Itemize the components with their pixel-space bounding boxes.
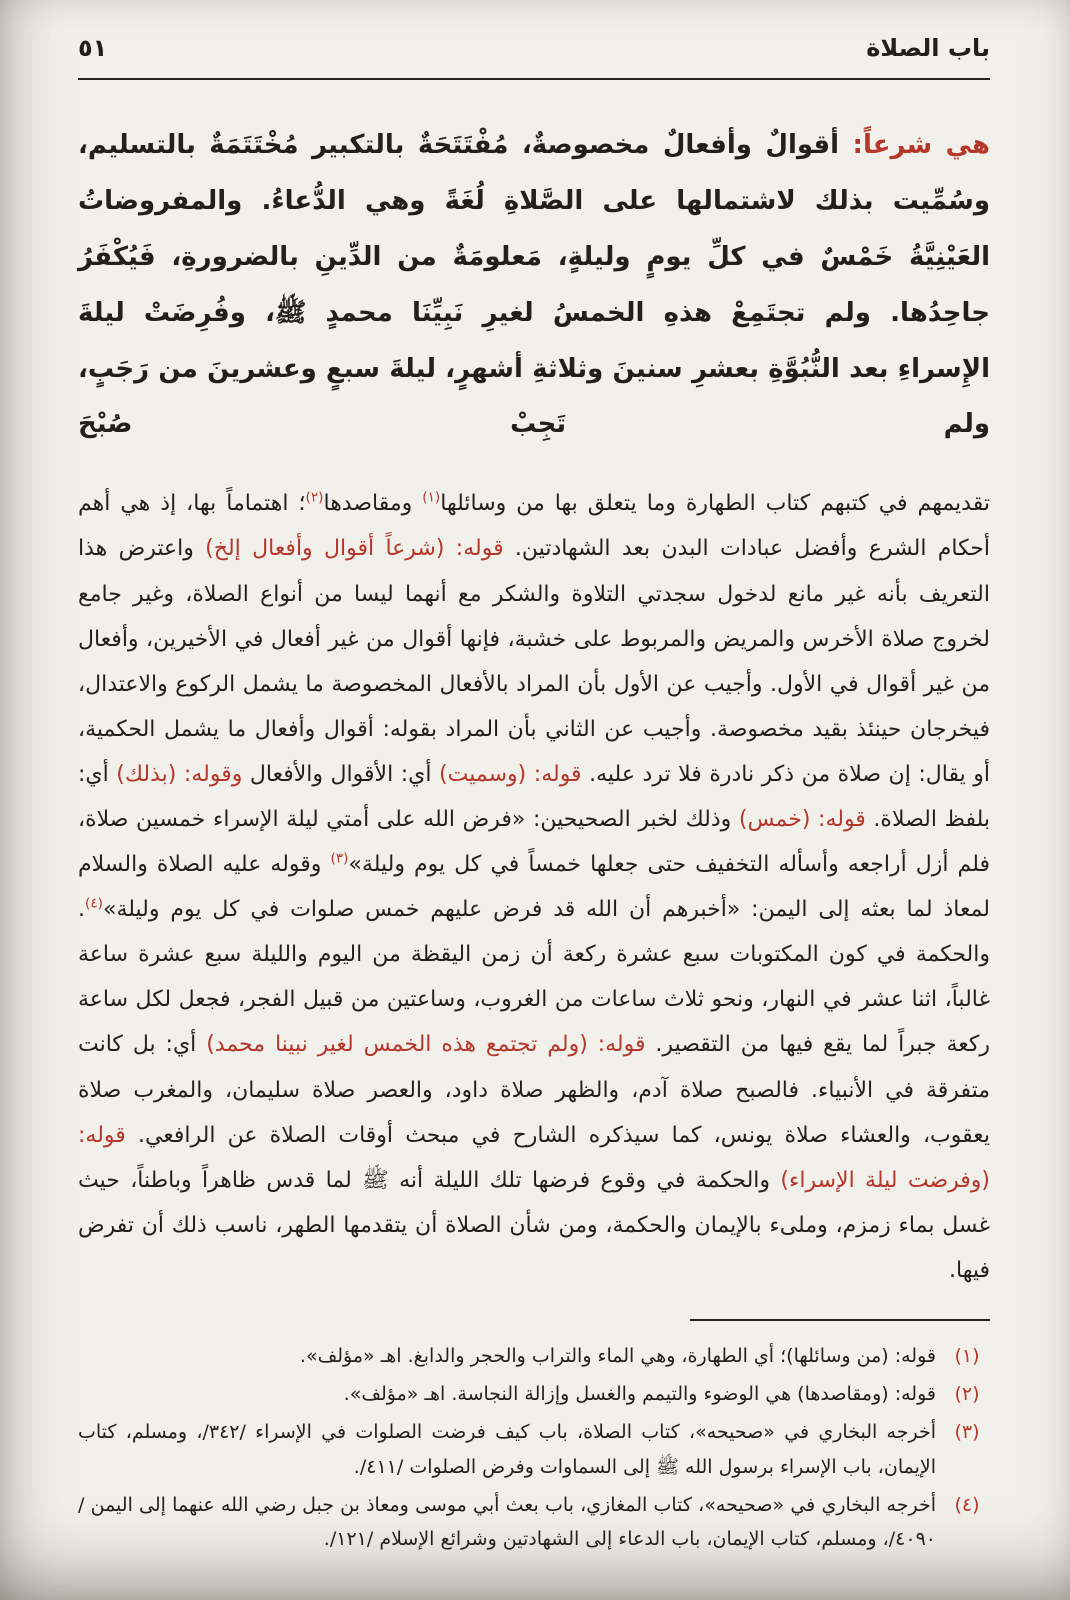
footnote-ref: (١) (422, 490, 441, 507)
footnote-ref: (٢) (305, 490, 324, 507)
footnote-text: أخرجه البخاري في «صحيحه»، كتاب الصلاة، باب كيف فرضت الصلوات في الإسراء /٣٤٢/، ومسلم، كتاب الإيمان، باب الإسراء برسول الله ﷺ إلى السماوات وفرض الصلوات /٤١١/. (78, 1421, 936, 1478)
text-run: تقديمهم في كتبهم كتاب الطهارة وما يتعلق بها من وسائلها (440, 491, 990, 517)
text-run: واعترض هذا التعريف بأنه غير مانع لدخول سجدتي التلاوة والشكر مع أنهما ليسا من أنواع الصلاة، وغير جامع لخروج صلاة الأخرس والمريض والمربوط على خشبة، فإنها أقوال من غير أفعال في الأخيرين، وأفعال من غير أقوال في الأول. وأجيب عن الأول بأن المراد بالأفعال المخصوصة ما يشمل الركوع والاعتدال، فيخرجان حينئذ بقيد مخصوصة. وأجيب عن الثاني بأن المراد بقوله: أقوال وأفعال ما يشمل الحكمية، أو يقال: إن صلاة من ذكر نادرة فلا ترد عليه. (78, 536, 991, 787)
text-run: قوله: (شرعاً أقوال وأفعال إلخ) (193, 536, 504, 562)
footnote-item (78, 1488, 990, 1556)
footnote-number: (١) (954, 1345, 980, 1368)
page-number: ٥١ (78, 34, 108, 62)
text-run: أي: بلفظ الصلاة. (78, 761, 991, 832)
text-run: ؛ اهتماماً بها، إذ هي أهم أحكام الشرع وأفضل عبادات البدن بعد الشهادتين. (78, 491, 990, 562)
matn-paragraph (78, 118, 990, 453)
text-run: قوله: (وسميت) (431, 761, 582, 787)
footnote-text: قوله: (من وسائلها)؛ أي الطهارة، وهي الماء والتراب والحجر والدابغ. اهـ «مؤلف». (299, 1345, 936, 1368)
footnote-item (78, 1339, 990, 1373)
text-run: وذلك لخبر الصحيحين: «فرض الله على أمتي ليلة الإسراء خمسين صلاة، فلم أزل أراجعه وأسأله التخفيف حتى جعلها خمساً في كل يوم وليلة» (78, 807, 990, 878)
chapter-title: باب الصلاة (866, 34, 990, 62)
footnote-ref: (٣) (330, 850, 349, 867)
text-run: أقوالٌ وأفعالٌ مخصوصةٌ، مُفْتَتَحَةٌ بالتكبير مُخْتَتَمَةٌ بالتسليم، وسُمِّيت بذلك لاشتمالها على الصَّلاةِ لُغَةً وهي الدُّعاءُ. والمفروضاتُ العَيْنِيَّةُ خَمْسٌ في كلِّ يومٍ وليلةٍ، مَعلومَةٌ من الدِّينِ بالضرورةِ، فَيُكْفَرُ جاحِدُها. ولم تجتَمِعْ هذهِ الخمسُ لغيرِ نَبِيِّنَا محمدٍ ﷺ، وفُرِضَتْ ليلةَ الإِسراءِ بعد النُّبُوَّةِ بعشرِ سنينَ وثلاثةِ أشهرٍ، ليلةَ سبعٍ وعشرينَ من رَجَبٍ، ولم تَجِبْ صُبْحَ (78, 130, 990, 440)
footnote-item (78, 1377, 990, 1411)
text-run: . والحكمة في كون المكتوبات سبع عشرة ركعة أن زمن اليقظة من اليوم والليلة سبع عشرة ساعة غالباً، اثنا عشر في النهار، ونحو ثلاث ساعات من الغروب، وساعتين من قبيل الفجر، فجعل لكل ساعة ركعة جبراً لما يقع فيها من التقصير. (78, 897, 991, 1058)
text-run: قوله: (وفرضت ليلة الإسراء) (78, 1122, 990, 1193)
footnote-number: (٣) (954, 1421, 980, 1444)
header-rule (78, 78, 990, 80)
commentary-paragraph (78, 481, 990, 1293)
footnote-text: أخرجه البخاري في «صحيحه»، كتاب المغازي، باب بعث أبي موسى ومعاذ بن جبل رضي الله عنهما إلى اليمن /٤٠٩٠/، ومسلم، كتاب الإيمان، باب الدعاء إلى الشهادتين وشرائع الإسلام /١٢١/. (78, 1493, 936, 1550)
text-run: قوله: (خمس) (731, 807, 866, 832)
footnotes-section (78, 1339, 990, 1556)
text-run: هي شرعاً: (839, 130, 991, 160)
text-run: قوله: (ولم تجتمع هذه الخمس لغير نبينا محمد) (196, 1032, 646, 1058)
footnote-number: (٢) (954, 1383, 980, 1406)
text-run: أي: بل كانت متفرقة في الأنبياء. فالصبح صلاة آدم، والظهر صلاة داود، والعصر صلاة سليمان، والمغرب صلاة يعقوب، والعشاء صلاة يونس، كما سيذكره الشارح في مبحث أوقات الصلاة عن الرافعي. (78, 1032, 990, 1148)
footnote-ref: (٤) (85, 895, 103, 912)
footnote-text: قوله: (ومقاصدها) هي الوضوء والتيمم والغسل وإزالة النجاسة. اهـ «مؤلف». (343, 1383, 936, 1406)
footnote-item (78, 1415, 990, 1483)
text-run: والحكمة في وقوع فرضها تلك الليلة أنه ﷺ لما قدس ظاهراً وباطناً، حيث غسل بماء زمزم، وملىء بالإيمان والحكمة، ومن شأن الصلاة أن يتقدمها الطهر، ناسب ذلك أن تفرض فيها. (78, 1167, 990, 1283)
text-run: وقوله عليه الصلاة والسلام لمعاذ لما بعثه إلى اليمن: «أخبرهم أن الله قد فرض عليهم خمس صلوات في كل يوم وليلة» (78, 852, 990, 923)
text-run: أي: الأقوال والأفعال (242, 761, 432, 787)
text-run: وقوله: (بذلك) (108, 761, 243, 787)
text-run: ومقاصدها (323, 491, 423, 517)
footnote-number: (٤) (954, 1493, 980, 1516)
page-header (78, 34, 990, 62)
footnote-separator (690, 1319, 990, 1321)
